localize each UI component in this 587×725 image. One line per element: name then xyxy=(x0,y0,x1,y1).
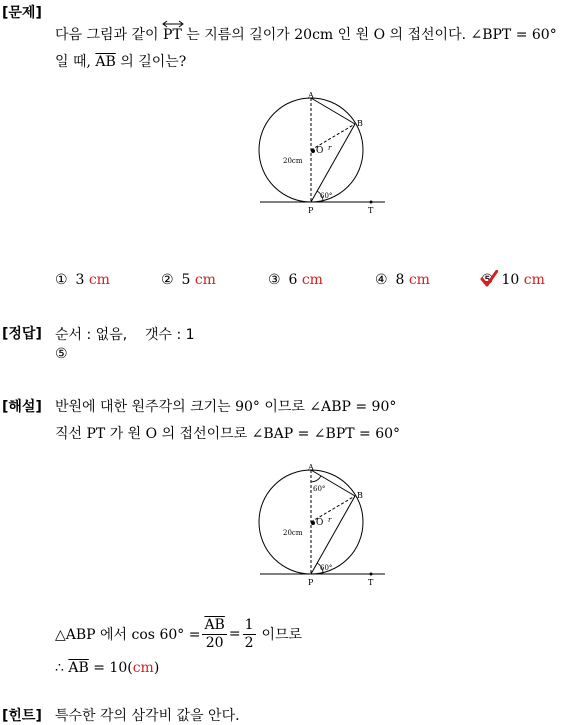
fraction-ab-20: $\frac{\overline{AB}}{20}$ xyxy=(204,616,225,651)
fraction-one-half: $\frac{1}{2}$ xyxy=(244,616,254,651)
problem-line-1: 다음 그림과 같이 PT 는 지름의 길이가 20cm 인 원 O 의 접선이다. ∠BPT = 60° xyxy=(55,24,557,44)
answer-label: [정답] xyxy=(2,326,42,342)
explanation-label: [해설] xyxy=(2,399,42,415)
label-r: r xyxy=(328,516,332,524)
explanation-figure xyxy=(250,460,395,590)
hint-label: [힌트] xyxy=(2,708,42,724)
explanation-line-2: 직선 PT 가 원 O 의 접선이므로 ∠BAP = ∠BPT = 60° xyxy=(55,426,401,442)
explanation-equation: △ABP 에서 cos 60° = $\frac{\overline{AB}}{20}$ = $\frac{1}{2}$ 이므로 xyxy=(55,616,303,651)
choice-4[interactable]: ④ 8 cm xyxy=(375,272,430,288)
line-arrow-icon xyxy=(162,20,184,28)
label-o: O xyxy=(316,518,324,528)
label-b: B xyxy=(357,119,363,128)
choice-3[interactable]: ③ 6 cm xyxy=(268,272,323,288)
arc-ab: $\overline{AB}$ xyxy=(95,54,116,70)
choice-1[interactable]: ① 3 cm xyxy=(55,272,110,288)
answer-line-2: ⑤ xyxy=(55,346,68,362)
label-b: B xyxy=(357,491,363,500)
label-p: P xyxy=(308,578,314,587)
label-a: A xyxy=(308,91,314,100)
label-angle: 60° xyxy=(320,192,333,200)
choice-2[interactable]: ② 5 cm xyxy=(161,272,216,288)
choice-5[interactable]: ⑤ 10 cm xyxy=(481,272,545,288)
explanation-line-1: 반원에 대한 원주각의 크기는 90° 이므로 ∠ABP = 90° xyxy=(55,399,397,415)
explanation-conclusion: ∴ $\overline{AB} = 10(cm)$ xyxy=(55,660,160,676)
line-pt: PT xyxy=(163,27,182,43)
label-diameter: 20cm xyxy=(283,529,303,537)
label-t: T xyxy=(368,578,374,587)
answer-line-1: 순서 : 없음, 갯수 : 1 xyxy=(55,327,195,343)
checkmark-icon xyxy=(480,270,498,288)
problem-figure xyxy=(250,88,395,218)
label-t: T xyxy=(368,206,374,215)
label-angle: 60° xyxy=(320,564,333,572)
problem-line-2: 일 때, $\overline{AB}$ 의 길이는? xyxy=(55,54,187,70)
label-a: A xyxy=(308,463,314,472)
hint-text: 특수한 각의 삼각비 값을 안다. xyxy=(55,708,240,724)
problem-label: [문제] xyxy=(2,5,42,21)
label-diameter: 20cm xyxy=(283,157,303,165)
label-p: P xyxy=(308,206,314,215)
label-o: O xyxy=(316,146,324,156)
label-r: r xyxy=(328,144,332,152)
label-angle-top: 60° xyxy=(313,485,326,493)
